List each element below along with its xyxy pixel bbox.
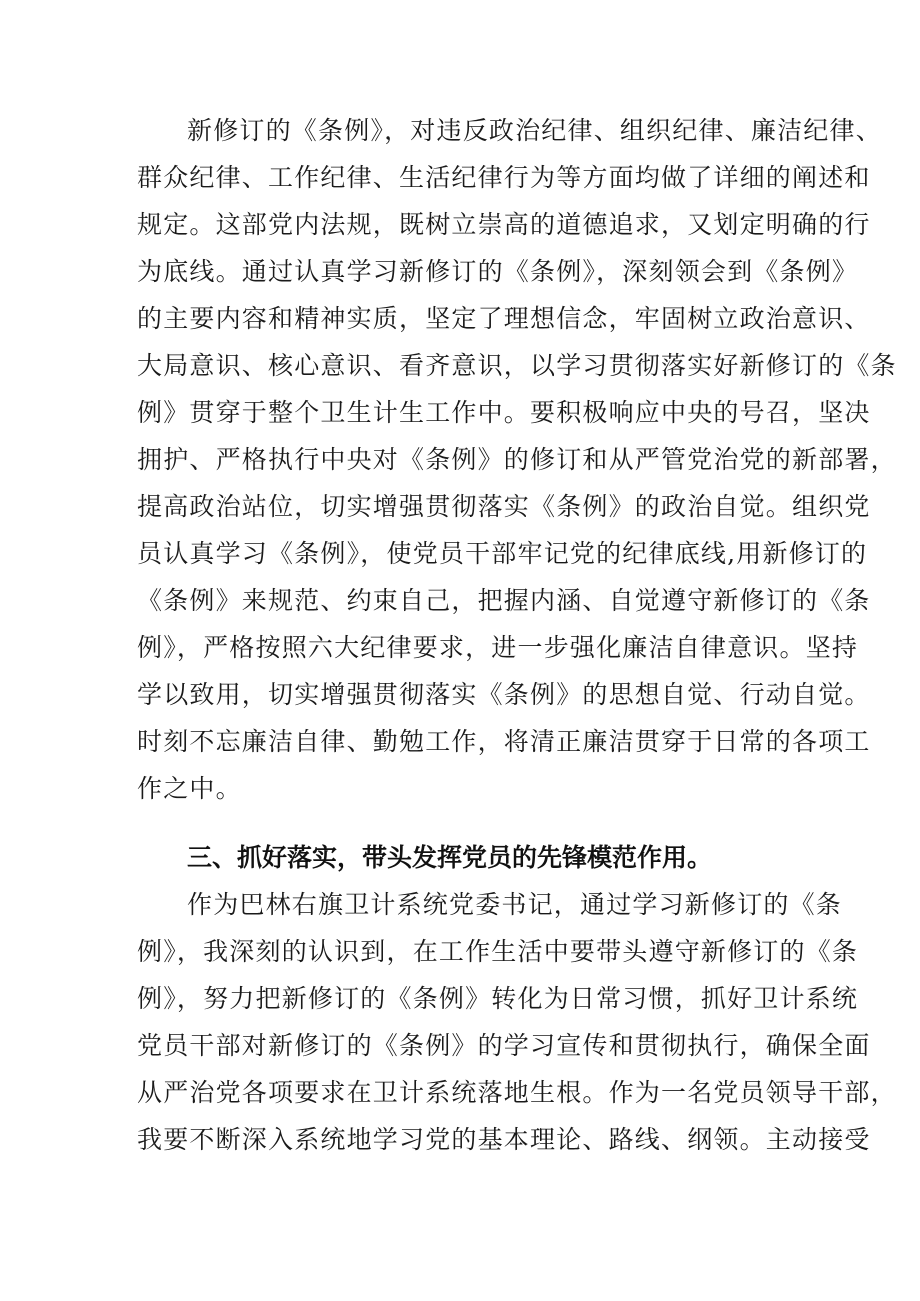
paragraph-1-line: 提高政治站位，切实增强贯彻落实《条例》的政治自觉。组织党 xyxy=(137,492,871,521)
paragraph-2 xyxy=(137,881,897,1163)
paragraph-1-line: 拥护、严格执行中央对《条例》的修订和从严管党治党的新部署， xyxy=(137,445,897,474)
paragraph-2-line: 我要不断深入系统地学习党的基本理论、路线、纲领。主动接受 xyxy=(137,1125,871,1154)
paragraph-1-line: 学以致用，切实增强贯彻落实《条例》的思想自觉、行动自觉。 xyxy=(137,680,871,709)
paragraph-1-line: 时刻不忘廉洁自律、勤勉工作，将清正廉洁贯穿于日常的各项工 xyxy=(137,727,871,756)
paragraph-1-line: 群众纪律、工作纪律、生活纪律行为等方面均做了详细的阐述和 xyxy=(137,163,871,192)
section-heading xyxy=(137,834,803,881)
paragraph-2-line: 例》，努力把新修订的《条例》转化为日常习惯，抓好卫计系统 xyxy=(137,984,859,1013)
paragraph-1-line: 例》贯穿于整个卫生计生工作中。要积极响应中央的号召，坚决 xyxy=(137,398,871,427)
paragraph-2-line: 党员干部对新修订的《条例》的学习宣传和贯彻执行，确保全面 xyxy=(137,1031,871,1060)
paragraph-1-line: 作之中。 xyxy=(137,774,242,803)
paragraph-1-line: 员认真学习《条例》，使党员干部牢记党的纪律底线,用新修订的 xyxy=(137,539,868,568)
paragraph-2-line: 作为巴林右旗卫计系统党委书记，通过学习新修订的《条 xyxy=(187,890,843,919)
paragraph-2-line: 从严治党各项要求在卫计系统落地生根。作为一名党员领导干部， xyxy=(137,1078,897,1107)
paragraph-1-line: 《条例》来规范、约束自己，把握内涵、自觉遵守新修订的《条 xyxy=(137,586,871,615)
paragraph-1-line: 新修订的《条例》，对违反政治纪律、组织纪律、廉洁纪律、 xyxy=(187,116,882,145)
paragraph-1-line: 为底线。通过认真学习新修订的《条例》，深刻领会到《条例》 xyxy=(137,257,859,286)
paragraph-1-line: 例》，严格按照六大纪律要求，进一步强化廉洁自律意识。坚持 xyxy=(137,633,859,662)
paragraph-2-line: 例》，我深刻的认识到，在工作生活中要带头遵守新修订的《条 xyxy=(137,937,859,966)
section-heading-text: 三、抓好落实，带头发挥党员的先锋模范作用。 xyxy=(187,843,713,872)
paragraph-1 xyxy=(137,107,897,812)
paragraph-1-line: 大局意识、核心意识、看齐意识，以学习贯彻落实好新修订的《条 xyxy=(137,351,897,380)
paragraph-1-line: 的主要内容和精神实质，坚定了理想信念，牢固树立政治意识、 xyxy=(137,304,871,333)
paragraph-1-line: 规定。这部党内法规，既树立崇高的道德追求，又划定明确的行 xyxy=(137,210,871,239)
